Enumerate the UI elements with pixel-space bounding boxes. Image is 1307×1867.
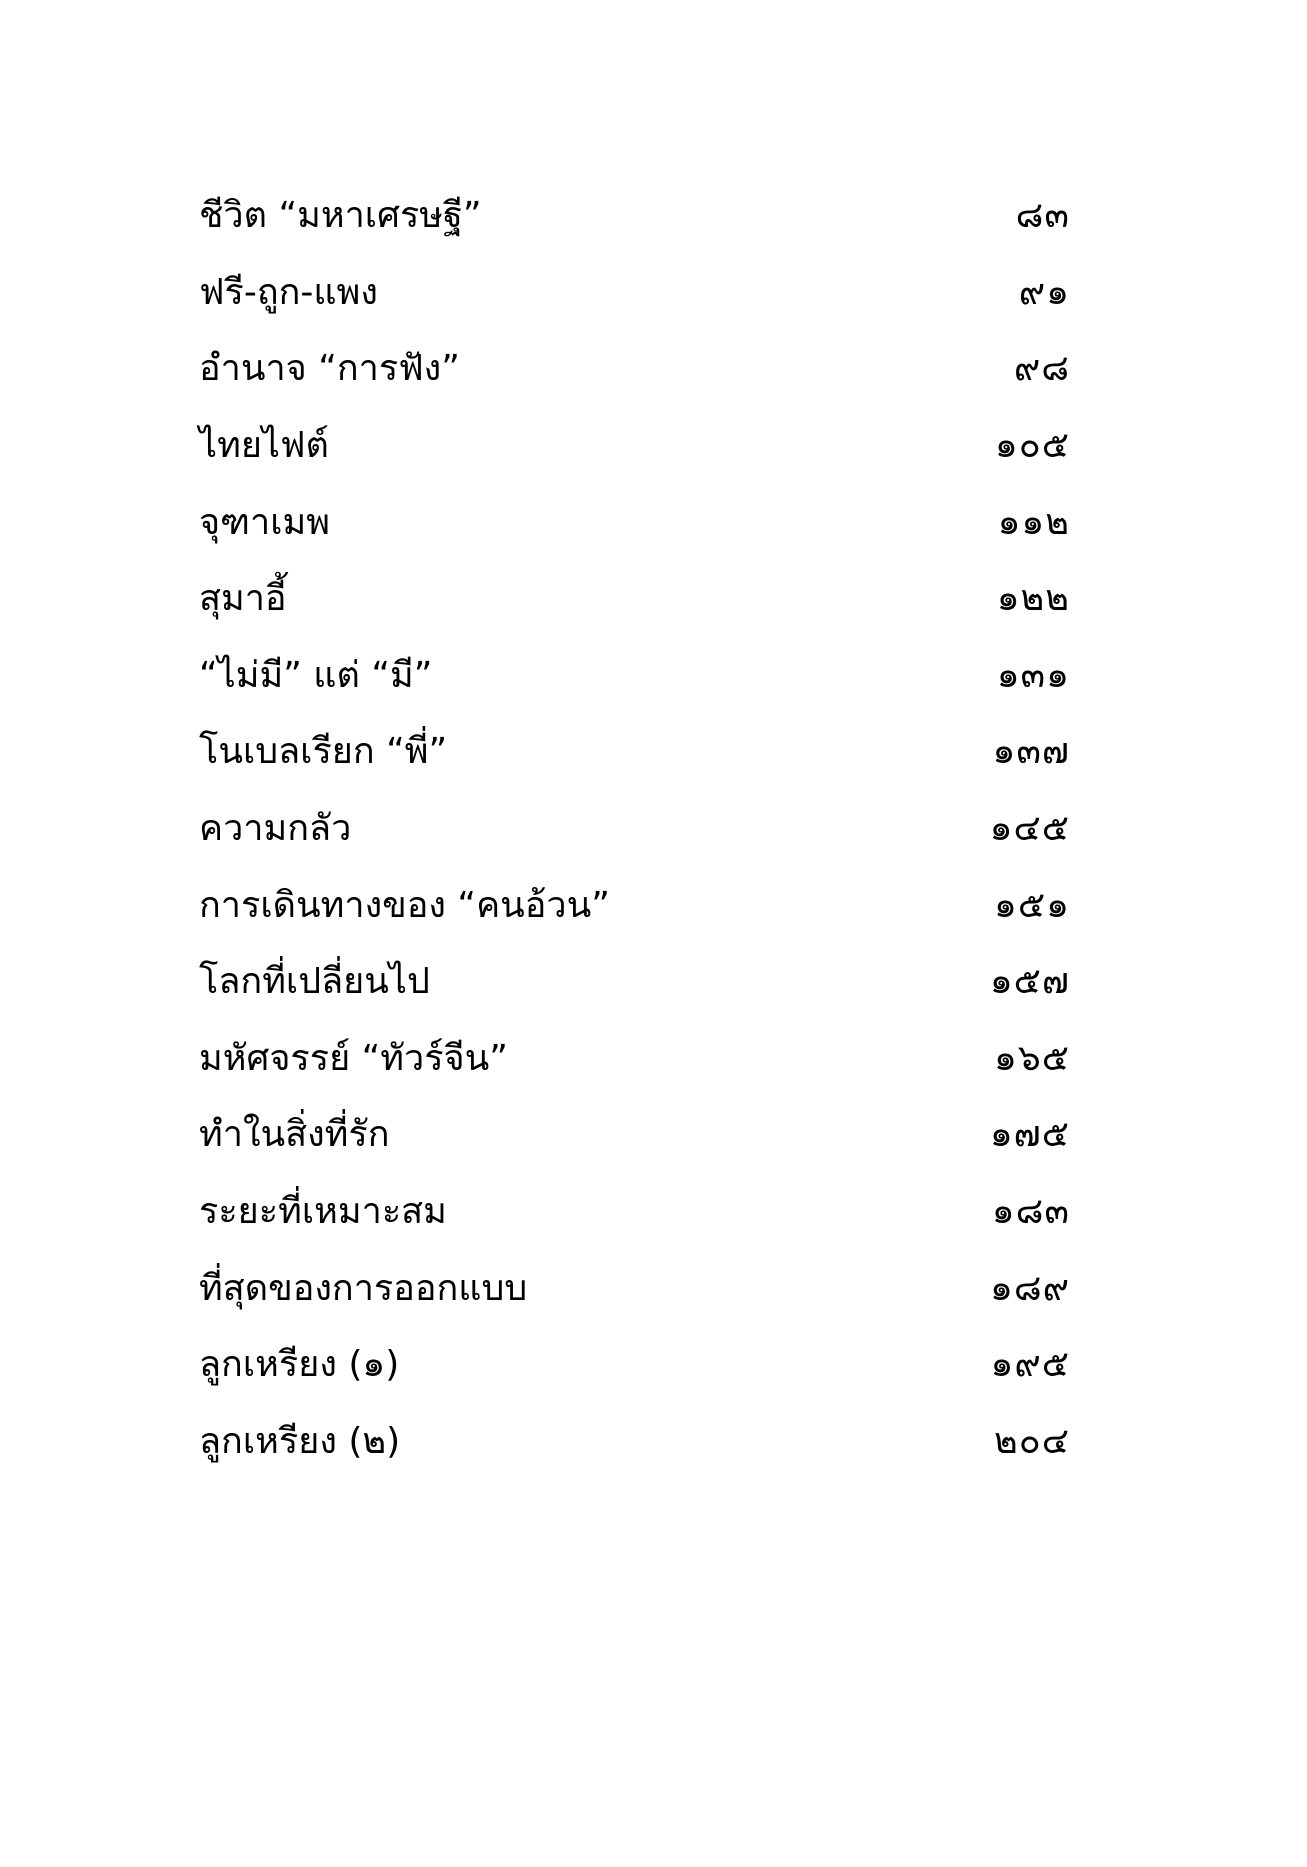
table-of-contents xyxy=(199,178,1070,1480)
toc-entry-page-number: ๑๑๒ xyxy=(997,501,1070,543)
toc-entry-page-number: ๑๘๙ xyxy=(990,1267,1070,1309)
toc-entry xyxy=(199,331,1070,408)
toc-entry-page-number: ๘๓ xyxy=(1015,195,1070,237)
toc-entry-title: จุฑาเมพ xyxy=(199,501,330,543)
toc-entry xyxy=(199,1404,1070,1481)
toc-entry-title: อำนาจ “การฟัง” xyxy=(199,348,460,390)
toc-entry-title: ชีวิต “มหาเศรษฐี” xyxy=(199,195,482,237)
toc-entry xyxy=(199,638,1070,715)
toc-entry-page-number: ๑๕๑ xyxy=(994,884,1070,926)
toc-entry xyxy=(199,484,1070,561)
toc-entry-page-number: ๙๘ xyxy=(1013,348,1070,390)
toc-entry xyxy=(199,944,1070,1021)
toc-entry-page-number: ๒๐๔ xyxy=(994,1420,1070,1462)
toc-entry-page-number: ๙๑ xyxy=(1018,271,1070,313)
toc-entry xyxy=(199,255,1070,332)
toc-entry-page-number: ๑๒๒ xyxy=(996,578,1070,620)
toc-entry-page-number: ๑๐๕ xyxy=(994,425,1070,467)
toc-entry xyxy=(199,1174,1070,1251)
toc-entry-title: โนเบลเรียก “พี่” xyxy=(199,731,448,773)
toc-entry-page-number: ๑๖๕ xyxy=(994,1037,1070,1079)
toc-entry-title: มหัศจรรย์ “ทัวร์จีน” xyxy=(199,1037,508,1079)
toc-entry-title: ทำในสิ่งที่รัก xyxy=(199,1114,390,1156)
toc-entry xyxy=(199,1021,1070,1098)
toc-entry-page-number: ๑๕๗ xyxy=(989,961,1070,1003)
toc-entry-title: ที่สุดของการออกแบบ xyxy=(199,1267,528,1309)
toc-entry xyxy=(199,791,1070,868)
toc-entry xyxy=(199,714,1070,791)
toc-entry xyxy=(199,408,1070,485)
toc-entry-title: “ไม่มี” แต่ “มี” xyxy=(199,654,433,696)
toc-entry-title: ความกลัว xyxy=(199,808,352,850)
toc-entry-page-number: ๑๔๕ xyxy=(989,808,1070,850)
toc-entry-title: โลกที่เปลี่ยนไป xyxy=(199,961,430,1003)
toc-entry xyxy=(199,178,1070,255)
toc-entry-title: ไทยไฟต์ xyxy=(199,425,329,467)
toc-entry xyxy=(199,1250,1070,1327)
toc-entry-page-number: ๑๓๑ xyxy=(996,654,1070,696)
toc-entry-title: ฟรี-ถูก-แพง xyxy=(199,271,378,313)
toc-entry-title: การเดินทางของ “คนอ้วน” xyxy=(199,884,610,926)
toc-entry xyxy=(199,1097,1070,1174)
toc-entry-page-number: ๑๙๕ xyxy=(990,1344,1070,1386)
toc-entry-page-number: ๑๓๗ xyxy=(992,731,1070,773)
toc-entry-page-number: ๑๗๕ xyxy=(989,1114,1070,1156)
toc-entry xyxy=(199,867,1070,944)
toc-entry-title: ลูกเหรียง (๑) xyxy=(199,1344,400,1386)
toc-entry xyxy=(199,561,1070,638)
toc-entry-page-number: ๑๘๓ xyxy=(991,1191,1070,1233)
toc-entry-title: ลูกเหรียง (๒) xyxy=(199,1420,401,1462)
toc-entry-title: สุมาอี้ xyxy=(199,578,287,620)
toc-entry xyxy=(199,1327,1070,1404)
toc-entry-title: ระยะที่เหมาะสม xyxy=(199,1191,447,1233)
